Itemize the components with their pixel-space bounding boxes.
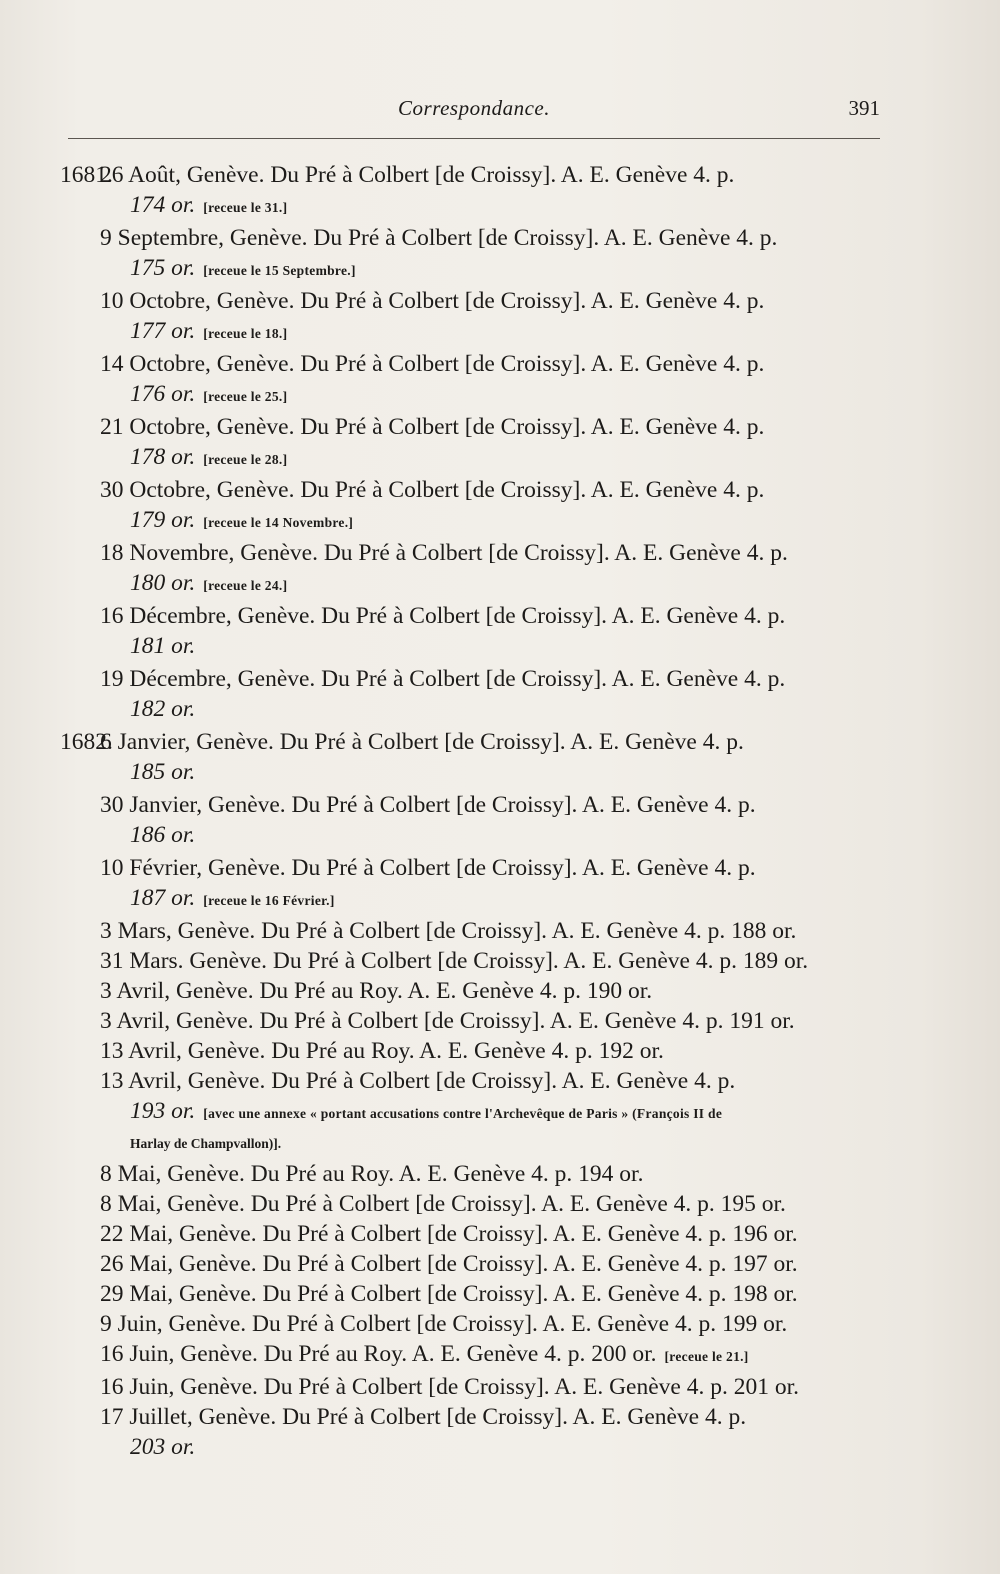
list-item [100, 1339, 890, 1372]
entry-note: [receue le 14 Novembre.] [203, 515, 354, 530]
entry-text: 21 Octobre, Genève. Du Pré à Colbert [de Croissy]. A. E. Genève 4. p. [100, 414, 765, 440]
entry-folio: 186 or. [130, 822, 196, 848]
entry-folio: 175 or. [130, 255, 196, 281]
list-item [60, 727, 890, 790]
entry-text: 14 Octobre, Genève. Du Pré à Colbert [de Croissy]. A. E. Genève 4. p. [100, 351, 765, 377]
list-item [100, 1309, 890, 1339]
entry-text: 13 Avril, Genève. Du Pré au Roy. A. E. Genève 4. p. 192 or. [100, 1038, 664, 1064]
list-item [100, 601, 890, 664]
header-rule [68, 138, 880, 139]
list-item [100, 475, 890, 538]
entry-text: 30 Janvier, Genève. Du Pré à Colbert [de Croissy]. A. E. Genève 4. p. [100, 792, 756, 818]
list-item [100, 1219, 890, 1249]
list-item [100, 916, 890, 946]
entry-text: 8 Mai, Genève. Du Pré au Roy. A. E. Genève 4. p. 194 or. [100, 1161, 644, 1187]
entry-text: 10 Février, Genève. Du Pré à Colbert [de Croissy]. A. E. Genève 4. p. [100, 855, 756, 881]
entry-folio: 181 or. [130, 633, 196, 659]
list-item [100, 790, 890, 853]
list-item [100, 853, 890, 916]
list-item [100, 412, 890, 475]
entry-folio: 182 or. [130, 696, 196, 722]
entry-folio: 177 or. [130, 318, 196, 344]
entry-year: 1682. [60, 729, 113, 755]
list-item [100, 1036, 890, 1066]
page-number: 391 [848, 96, 880, 120]
list-item [100, 1006, 890, 1036]
list-item [100, 1402, 890, 1462]
entry-text: 3 Avril, Genève. Du Pré au Roy. A. E. Genève 4. p. 190 or. [100, 978, 653, 1004]
list-item [100, 1279, 890, 1309]
entry-text: 16 Décembre, Genève. Du Pré à Colbert [de Croissy]. A. E. Genève 4. p. [100, 603, 786, 629]
list-item [100, 1066, 890, 1159]
entry-text: 3 Mars, Genève. Du Pré à Colbert [de Croissy]. A. E. Genève 4. p. 188 or. [100, 918, 797, 944]
list-item [100, 538, 890, 601]
list-item [100, 664, 890, 727]
entry-note: [receue le 15 Septembre.] [203, 263, 356, 278]
entry-note: [receue le 16 Février.] [203, 893, 335, 908]
list-item [100, 286, 890, 349]
entry-note: [receue le 18.] [203, 326, 288, 341]
entry-folio: 193 or. [130, 1098, 196, 1124]
entry-folio: 176 or. [130, 381, 196, 407]
entry-note: [receue le 25.] [203, 389, 288, 404]
entry-text: 19 Décembre, Genève. Du Pré à Colbert [de Croissy]. A. E. Genève 4. p. [100, 666, 786, 692]
entry-text: 8 Mai, Genève. Du Pré à Colbert [de Croissy]. A. E. Genève 4. p. 195 or. [100, 1191, 786, 1217]
entry-note: [avec une annexe « portant accusations contre l'Archevêque de Paris » (François II de [203, 1106, 723, 1121]
entry-note: [receue le 28.] [203, 452, 288, 467]
list-item [100, 223, 890, 286]
entry-folio: 187 or. [130, 885, 196, 911]
entry-folio: 179 or. [130, 507, 196, 533]
entry-note-continuation: Harlay de Champvallon)]. [130, 1136, 282, 1151]
entry-note: [receue le 31.] [203, 200, 288, 215]
entry-text: 29 Mai, Genève. Du Pré à Colbert [de Croissy]. A. E. Genève 4. p. 198 or. [100, 1281, 798, 1307]
entry-text: 9 Juin, Genève. Du Pré à Colbert [de Croissy]. A. E. Genève 4. p. 199 or. [100, 1311, 788, 1337]
running-title: Correspondance. [398, 96, 550, 120]
entry-text: 13 Avril, Genève. Du Pré à Colbert [de Croissy]. A. E. Genève 4. p. [100, 1068, 736, 1094]
list-item [100, 1249, 890, 1279]
entry-note: [receue le 24.] [203, 578, 288, 593]
entry-text: 22 Mai, Genève. Du Pré à Colbert [de Croissy]. A. E. Genève 4. p. 196 or. [100, 1221, 798, 1247]
list-item [100, 1159, 890, 1189]
entry-text: 30 Octobre, Genève. Du Pré à Colbert [de Croissy]. A. E. Genève 4. p. [100, 477, 765, 503]
entry-year: 1681. [60, 162, 113, 188]
entry-folio: 180 or. [130, 570, 196, 596]
list-item [100, 1189, 890, 1219]
entry-text: 16 Juin, Genève. Du Pré au Roy. A. E. Genève 4. p. 200 or. [100, 1341, 657, 1367]
entry-text: 17 Juillet, Genève. Du Pré à Colbert [de Croissy]. A. E. Genève 4. p. [100, 1404, 747, 1430]
page-header [68, 96, 880, 130]
entry-folio: 185 or. [130, 759, 196, 785]
entry-text: 10 Octobre, Genève. Du Pré à Colbert [de Croissy]. A. E. Genève 4. p. [100, 288, 765, 314]
list-item [100, 946, 890, 976]
entry-text: 6 Janvier, Genève. Du Pré à Colbert [de Croissy]. A. E. Genève 4. p. [100, 729, 744, 755]
list-item [60, 160, 890, 223]
entry-folio: 178 or. [130, 444, 196, 470]
entry-text: 18 Novembre, Genève. Du Pré à Colbert [de Croissy]. A. E. Genève 4. p. [100, 540, 788, 566]
entry-text: 16 Juin, Genève. Du Pré à Colbert [de Croissy]. A. E. Genève 4. p. 201 or. [100, 1374, 799, 1400]
entry-text: 9 Septembre, Genève. Du Pré à Colbert [de Croissy]. A. E. Genève 4. p. [100, 225, 778, 251]
list-item [100, 976, 890, 1006]
entry-note: [receue le 21.] [664, 1349, 749, 1364]
list-item [100, 1372, 890, 1402]
entry-folio: 174 or. [130, 192, 196, 218]
entry-text: 3 Avril, Genève. Du Pré à Colbert [de Croissy]. A. E. Genève 4. p. 191 or. [100, 1008, 795, 1034]
entry-list [60, 160, 890, 1462]
entry-text: 26 Août, Genève. Du Pré à Colbert [de Croissy]. A. E. Genève 4. p. [100, 162, 735, 188]
entry-text: 31 Mars. Genève. Du Pré à Colbert [de Croissy]. A. E. Genève 4. p. 189 or. [100, 948, 809, 974]
list-item [100, 349, 890, 412]
entry-folio: 203 or. [130, 1434, 196, 1460]
entry-text: 26 Mai, Genève. Du Pré à Colbert [de Croissy]. A. E. Genève 4. p. 197 or. [100, 1251, 798, 1277]
